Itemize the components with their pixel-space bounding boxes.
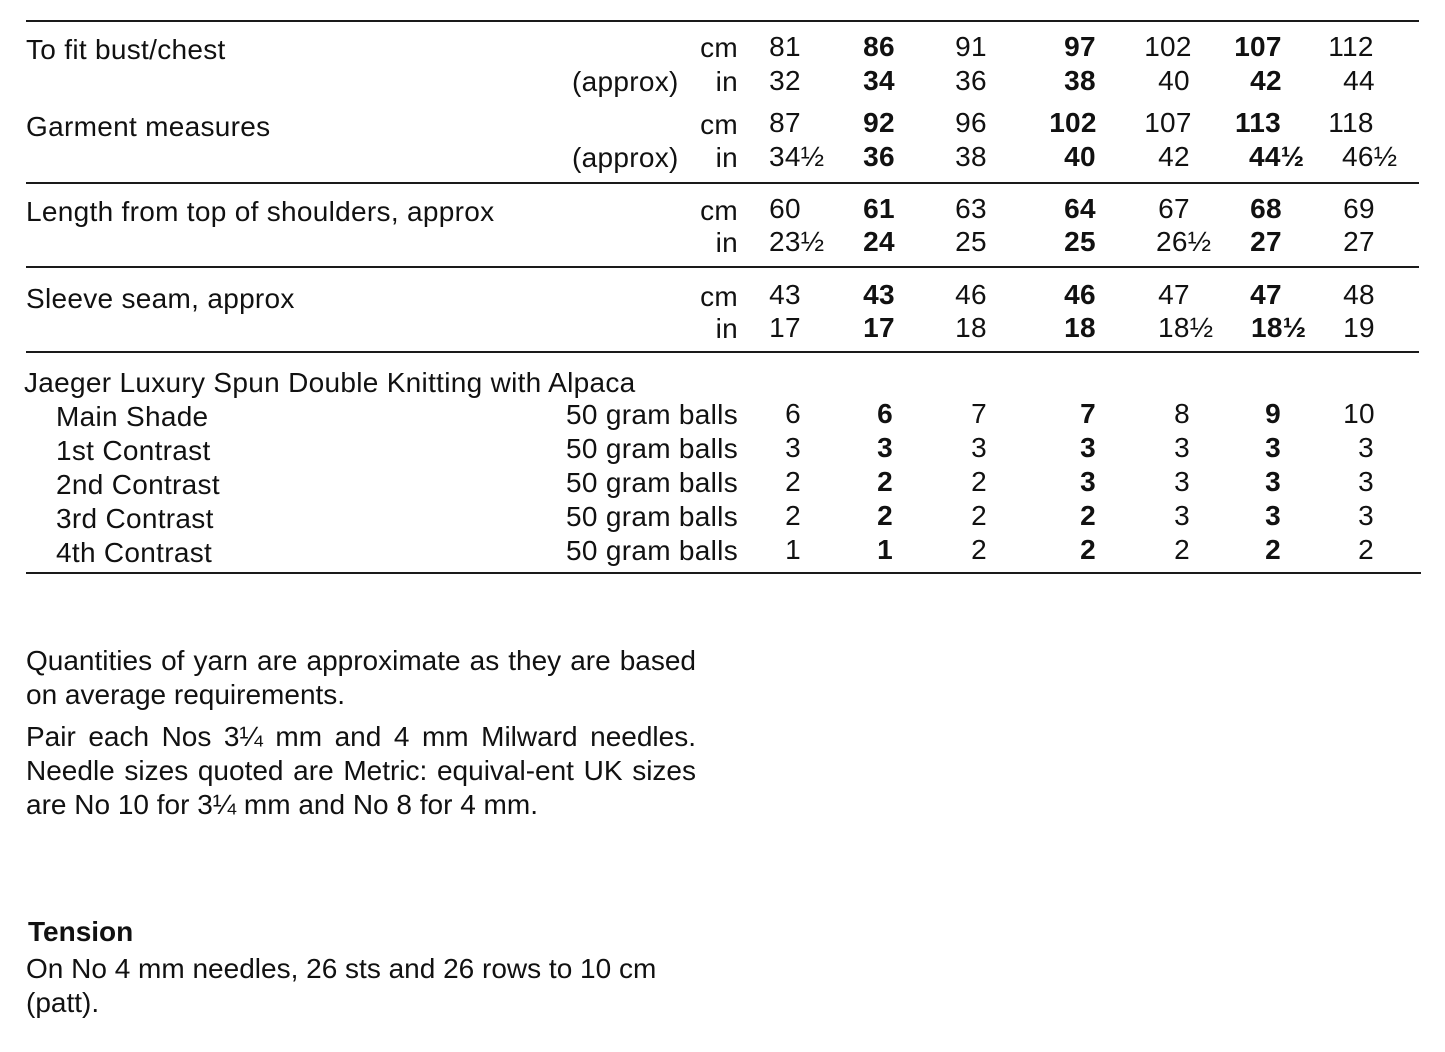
yarn-value: 3 [1358, 466, 1374, 497]
garment-in-value: 40 [1064, 141, 1096, 172]
yarn-value: 7 [971, 398, 987, 429]
sleeve-label: Sleeve seam, approx [26, 283, 295, 314]
bust-cm-value: 81 [769, 31, 801, 62]
yarn-value: 3 [1174, 432, 1190, 463]
length-in-value: 23½ [769, 226, 825, 257]
length-cm-value: 64 [1064, 193, 1096, 224]
sleeve-cm-value: 46 [955, 279, 987, 310]
sleeve-cm-value: 48 [1343, 279, 1375, 310]
garment-approx: (approx) [572, 142, 679, 173]
garment-label: Garment measures [26, 111, 271, 142]
tension-text: On No 4 mm needles, 26 sts and 26 rows to 10 cm (patt). [26, 953, 657, 1018]
garment-in-value: 44½ [1249, 141, 1305, 172]
rule-bottom [26, 572, 1421, 574]
yarn-value: 3 [877, 432, 893, 463]
yarn-value: 2 [971, 466, 987, 497]
bust-in-value: 40 [1158, 65, 1190, 96]
yarn-shade-label: 2nd Contrast [56, 469, 220, 500]
bust-cm-value: 86 [863, 31, 895, 62]
bust-in-value: 38 [1064, 65, 1096, 96]
garment-in-value: 42 [1158, 141, 1190, 172]
bust-in-value: 32 [769, 65, 801, 96]
yarn-value: 6 [785, 398, 801, 429]
yarn-value: 3 [1174, 500, 1190, 531]
length-cm-value: 61 [863, 193, 895, 224]
garment-in-value: 34½ [769, 141, 825, 172]
sleeve-in-value: 18 [955, 312, 987, 343]
length-in-value: 25 [955, 226, 987, 257]
yarn-value: 3 [785, 432, 801, 463]
note-quantities: Quantities of yarn are approximate as they are based on average requirements. [26, 645, 696, 710]
garment-cm-value: 96 [955, 107, 987, 138]
yarn-unit: 50 gram balls [566, 467, 738, 498]
yarn-shade-label: 4th Contrast [56, 537, 213, 568]
yarn-unit: 50 gram balls [566, 535, 738, 566]
sleeve-in-value: 18 [1064, 312, 1096, 343]
yarn-value: 1 [785, 534, 801, 565]
yarn-title: Jaeger Luxury Spun Double Knitting with Alpaca [24, 367, 636, 398]
length-in-value: 27 [1250, 226, 1282, 257]
sleeve-cm-value: 43 [863, 279, 895, 310]
length-in-value: 24 [863, 226, 895, 257]
tension-heading: Tension [28, 916, 134, 947]
bust-approx: (approx) [572, 66, 679, 97]
yarn-value: 1 [877, 534, 893, 565]
bust-cm-value: 97 [1064, 31, 1096, 62]
rule-top [26, 20, 1419, 22]
yarn-value: 9 [1265, 398, 1281, 429]
bust-in-value: 36 [955, 65, 987, 96]
garment-cm-value: 107 [1144, 107, 1192, 138]
yarn-value: 2 [785, 466, 801, 497]
sleeve-cm-value: 47 [1250, 279, 1282, 310]
notes-needles-block [26, 720, 696, 822]
sleeve-in-value: 18½ [1158, 312, 1214, 343]
yarn-unit: 50 gram balls [566, 501, 738, 532]
yarn-value: 2 [877, 500, 893, 531]
garment-cm-value: 87 [769, 107, 801, 138]
yarn-value: 3 [1358, 432, 1374, 463]
bust-in-value: 34 [863, 65, 895, 96]
length-in-value: 26½ [1156, 226, 1212, 257]
yarn-shade-label: Main Shade [56, 401, 209, 432]
yarn-value: 2 [1080, 534, 1096, 565]
yarn-value: 7 [1080, 398, 1096, 429]
yarn-value: 2 [1265, 534, 1281, 565]
garment-in-value: 36 [863, 141, 895, 172]
length-cm-unit: cm [700, 195, 738, 226]
yarn-unit: 50 gram balls [566, 399, 738, 430]
yarn-value: 3 [1174, 466, 1190, 497]
yarn-value: 2 [785, 500, 801, 531]
yarn-value: 2 [971, 500, 987, 531]
sleeve-cm-value: 46 [1064, 279, 1096, 310]
rule-after-length [26, 266, 1419, 268]
yarn-value: 2 [877, 466, 893, 497]
length-cm-value: 63 [955, 193, 987, 224]
yarn-value: 3 [971, 432, 987, 463]
yarn-value: 3 [1265, 432, 1281, 463]
yarn-value: 10 [1343, 398, 1375, 429]
sleeve-in-unit: in [715, 313, 738, 344]
bust-cm-unit: cm [700, 32, 738, 63]
garment-cm-unit: cm [700, 109, 738, 140]
garment-cm-value: 102 [1049, 107, 1097, 138]
sleeve-in-value: 18½ [1251, 312, 1307, 343]
sleeve-cm-value: 47 [1158, 279, 1190, 310]
length-cm-value: 67 [1158, 193, 1190, 224]
bust-label: To fit bust/chest [26, 34, 226, 65]
length-cm-value: 60 [769, 193, 801, 224]
bust-in-unit: in [715, 66, 738, 97]
bust-cm-value: 107 [1234, 31, 1282, 62]
sleeve-in-value: 17 [863, 312, 895, 343]
sleeve-in-value: 19 [1343, 312, 1375, 343]
garment-cm-value: 118 [1328, 107, 1374, 138]
yarn-value: 3 [1080, 466, 1096, 497]
notes-block [26, 644, 696, 712]
yarn-value: 2 [1358, 534, 1374, 565]
note-needles: Pair each Nos 3¼ mm and 4 mm Milward needles. Needle sizes quoted are Metric: equival-ent UK sizes are No 10 for 3¼ mm and No 8 for 4 mm. [26, 721, 696, 820]
yarn-shade-label: 3rd Contrast [56, 503, 214, 534]
sleeve-in-value: 17 [769, 312, 801, 343]
rule-after-sleeve [26, 351, 1419, 353]
sleeve-cm-value: 43 [769, 279, 801, 310]
garment-in-value: 38 [955, 141, 987, 172]
rule-after-garment [26, 182, 1419, 184]
length-label: Length from top of shoulders, approx [26, 196, 495, 227]
yarn-value: 6 [877, 398, 893, 429]
yarn-value: 3 [1358, 500, 1374, 531]
yarn-value: 3 [1265, 500, 1281, 531]
garment-cm-value: 92 [863, 107, 895, 138]
yarn-unit: 50 gram balls [566, 433, 738, 464]
garment-in-value: 46½ [1342, 141, 1398, 172]
bust-cm-value: 112 [1328, 31, 1374, 62]
length-in-value: 25 [1064, 226, 1096, 257]
yarn-value: 8 [1174, 398, 1190, 429]
yarn-value: 3 [1080, 432, 1096, 463]
garment-cm-value: 113 [1234, 107, 1282, 138]
bust-cm-value: 102 [1144, 31, 1192, 62]
length-in-value: 27 [1343, 226, 1375, 257]
bust-cm-value: 91 [955, 31, 987, 62]
yarn-value: 2 [971, 534, 987, 565]
yarn-value: 2 [1080, 500, 1096, 531]
sleeve-cm-unit: cm [700, 281, 738, 312]
length-in-unit: in [715, 227, 738, 258]
bust-in-value: 42 [1250, 65, 1282, 96]
bust-in-value: 44 [1343, 65, 1375, 96]
yarn-value: 2 [1174, 534, 1190, 565]
length-cm-value: 68 [1250, 193, 1282, 224]
garment-in-unit: in [715, 142, 738, 173]
yarn-value: 3 [1265, 466, 1281, 497]
yarn-shade-label: 1st Contrast [56, 435, 211, 466]
length-cm-value: 69 [1343, 193, 1375, 224]
